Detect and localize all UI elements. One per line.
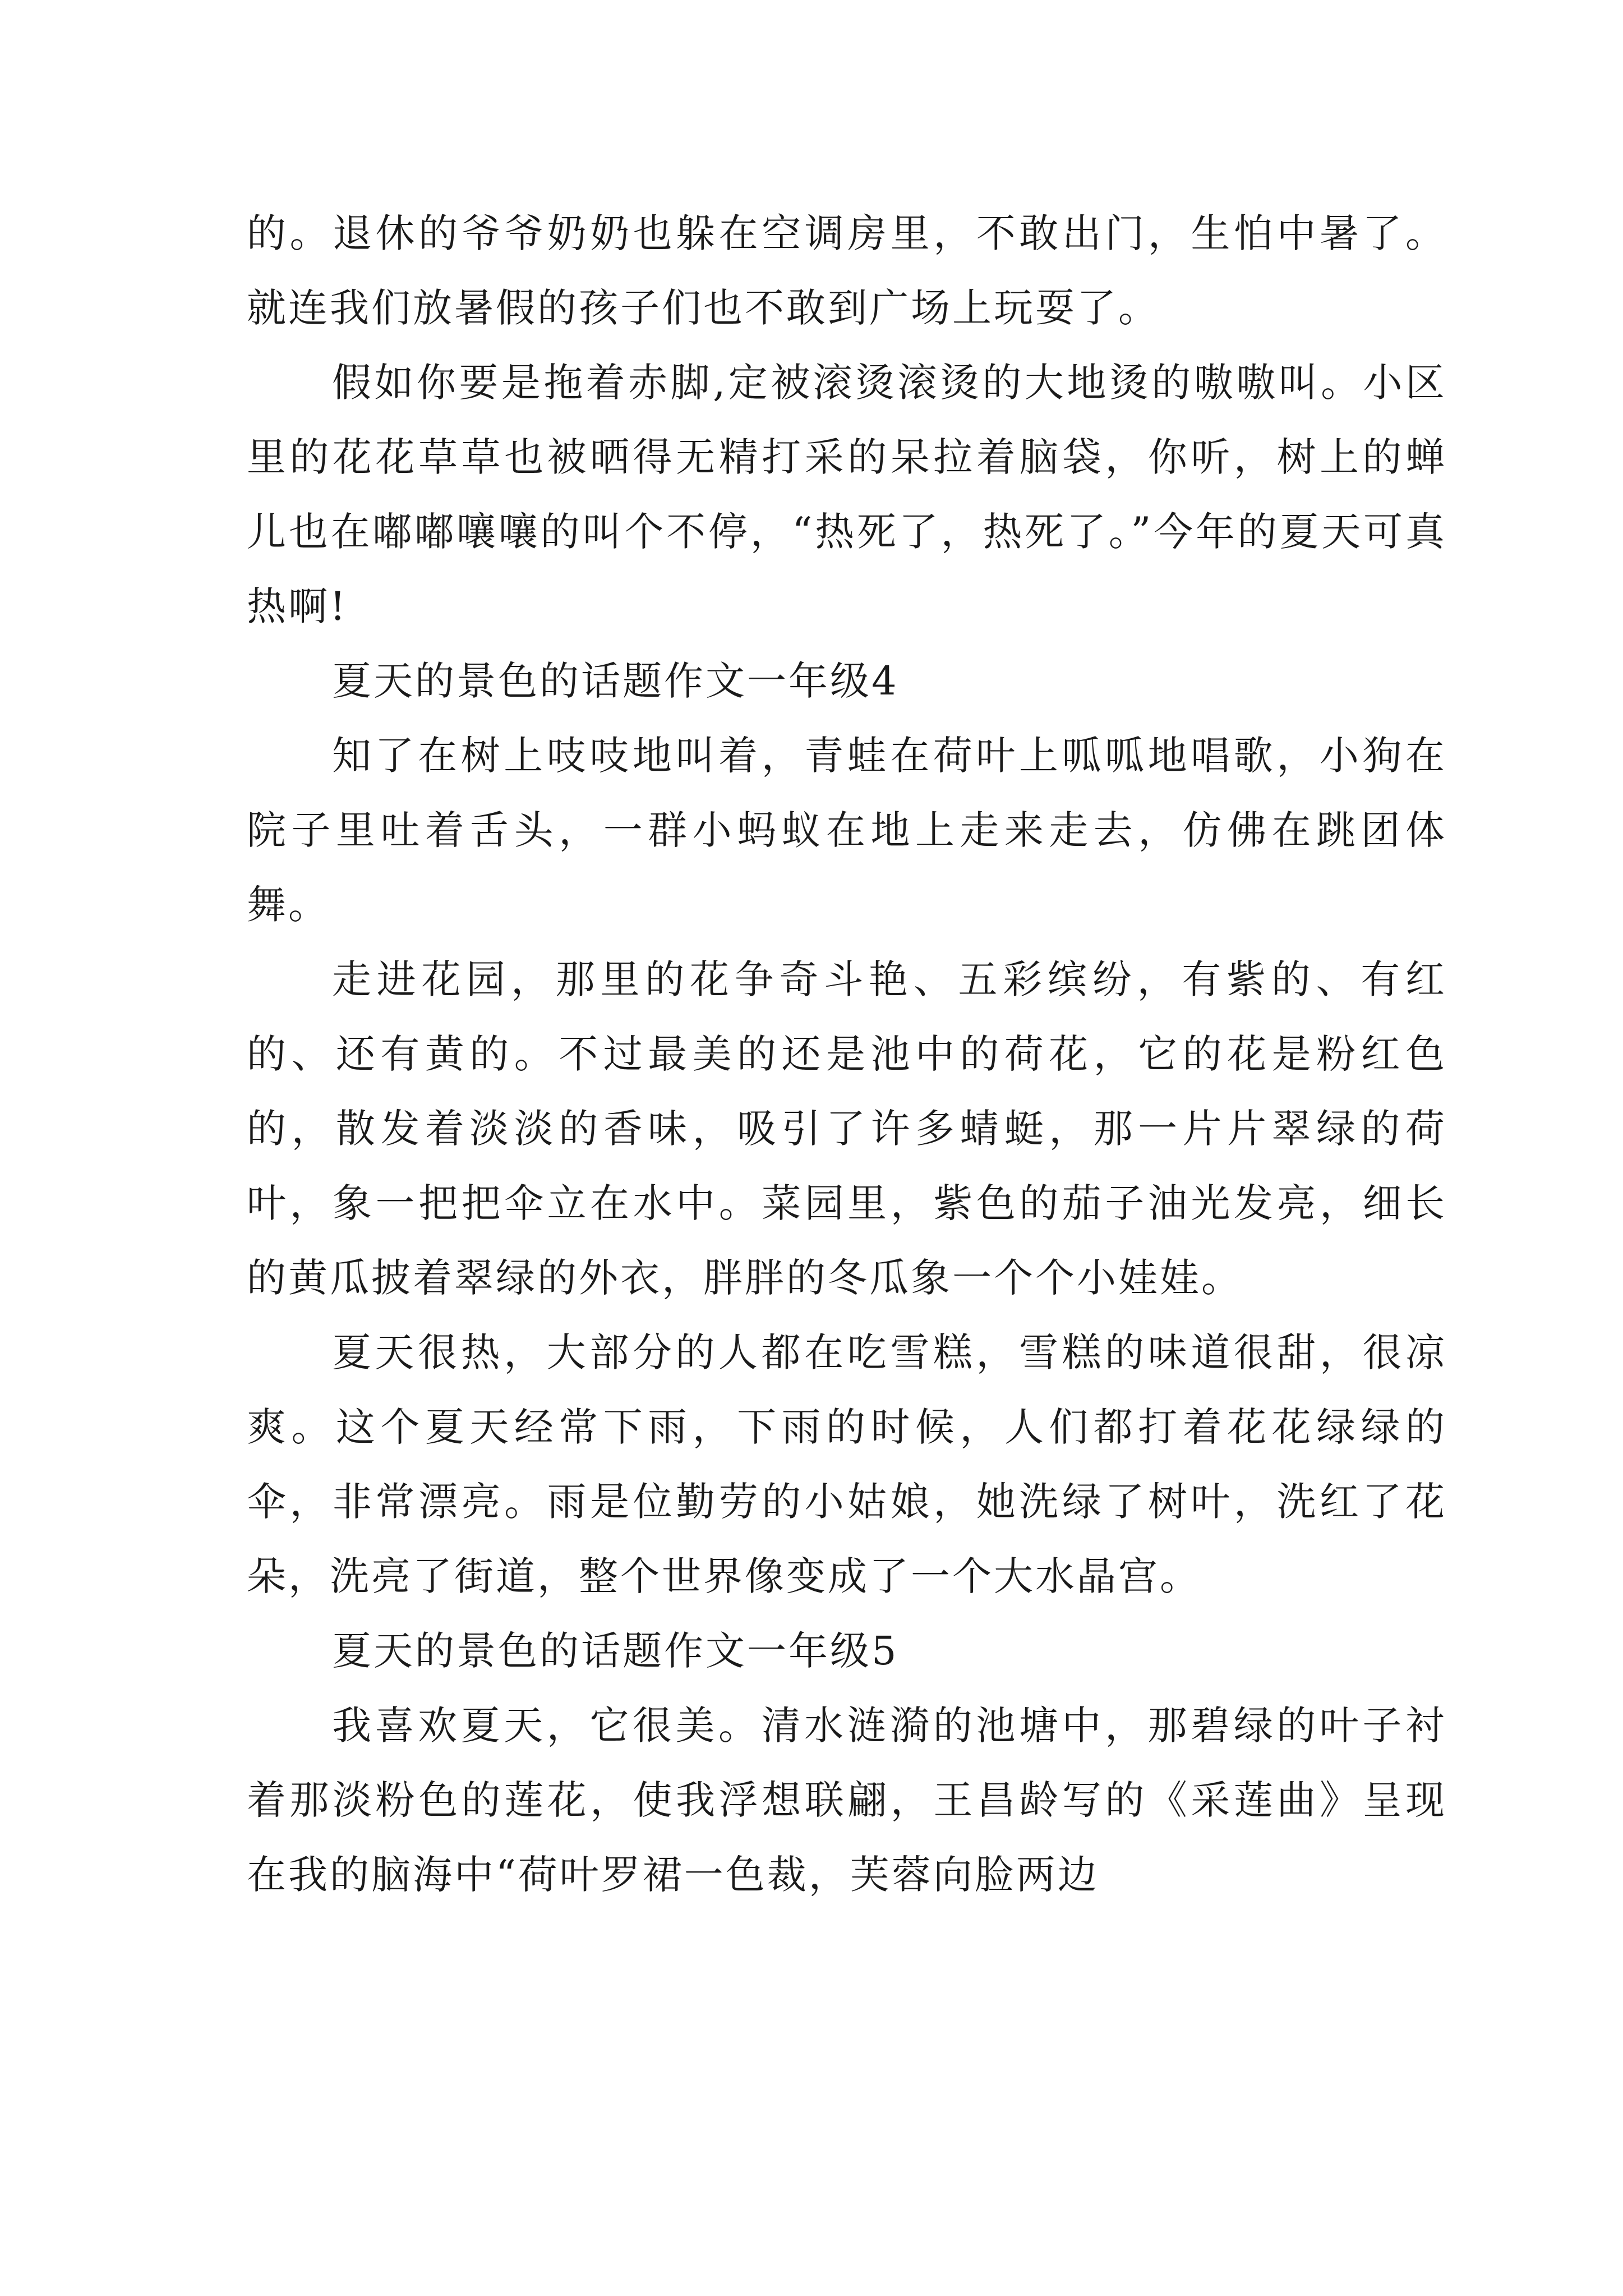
paragraph-continuation: 的。退休的爷爷奶奶也躲在空调房里，不敢出门，生怕中暑了。就连我们放暑假的孩子们也不敢到广场上玩耍了。 <box>247 210 1447 331</box>
paragraph: 我喜欢夏天，它很美。清水涟漪的池塘中，那碧绿的叶子衬着那淡粉色的莲花，使我浮想联翩，王昌龄写的《采莲曲》呈现在我的脑海中“荷叶罗裙一色裁，芙蓉向脸两边 <box>247 1703 1447 1898</box>
section-heading: 夏天的景色的话题作文一年级4 <box>332 658 899 704</box>
paragraph: 走进花园，那里的花争奇斗艳、五彩缤纷，有紫的、有红的、还有黄的。不过最美的还是池中的荷花，它的花是粉红色的，散发着淡淡的香味，吸引了许多蜻蜓，那一片片翠绿的荷叶，象一把把伞立在水中。菜园里，紫色的茄子油光发亮，细长的黄瓜披着翠绿的外衣，胖胖的冬瓜象一个个小娃娃。 <box>247 956 1447 1301</box>
section-heading: 夏天的景色的话题作文一年级5 <box>332 1628 899 1674</box>
document-body <box>247 196 1447 1912</box>
paragraph: 夏天很热，大部分的人都在吃雪糕，雪糕的味道很甜，很凉爽。这个夏天经常下雨，下雨的时候，人们都打着花花绿绿的伞，非常漂亮。雨是位勤劳的小姑娘，她洗绿了树叶，洗红了花朵，洗亮了街道，整个世界像变成了一个大水晶宫。 <box>247 1329 1447 1599</box>
paragraph: 假如你要是拖着赤脚,定被滚烫滚烫的大地烫的嗷嗷叫。小区里的花花草草也被晒得无精打采的呆拉着脑袋，你听，树上的蝉儿也在嘟嘟嚷嚷的叫个不停，“热死了，热死了。”今年的夏天可真热啊! <box>247 360 1447 629</box>
paragraph: 知了在树上吱吱地叫着，青蛙在荷叶上呱呱地唱歌，小狗在院子里吐着舌头，一群小蚂蚁在地上走来走去，仿佛在跳团体舞。 <box>247 733 1447 928</box>
